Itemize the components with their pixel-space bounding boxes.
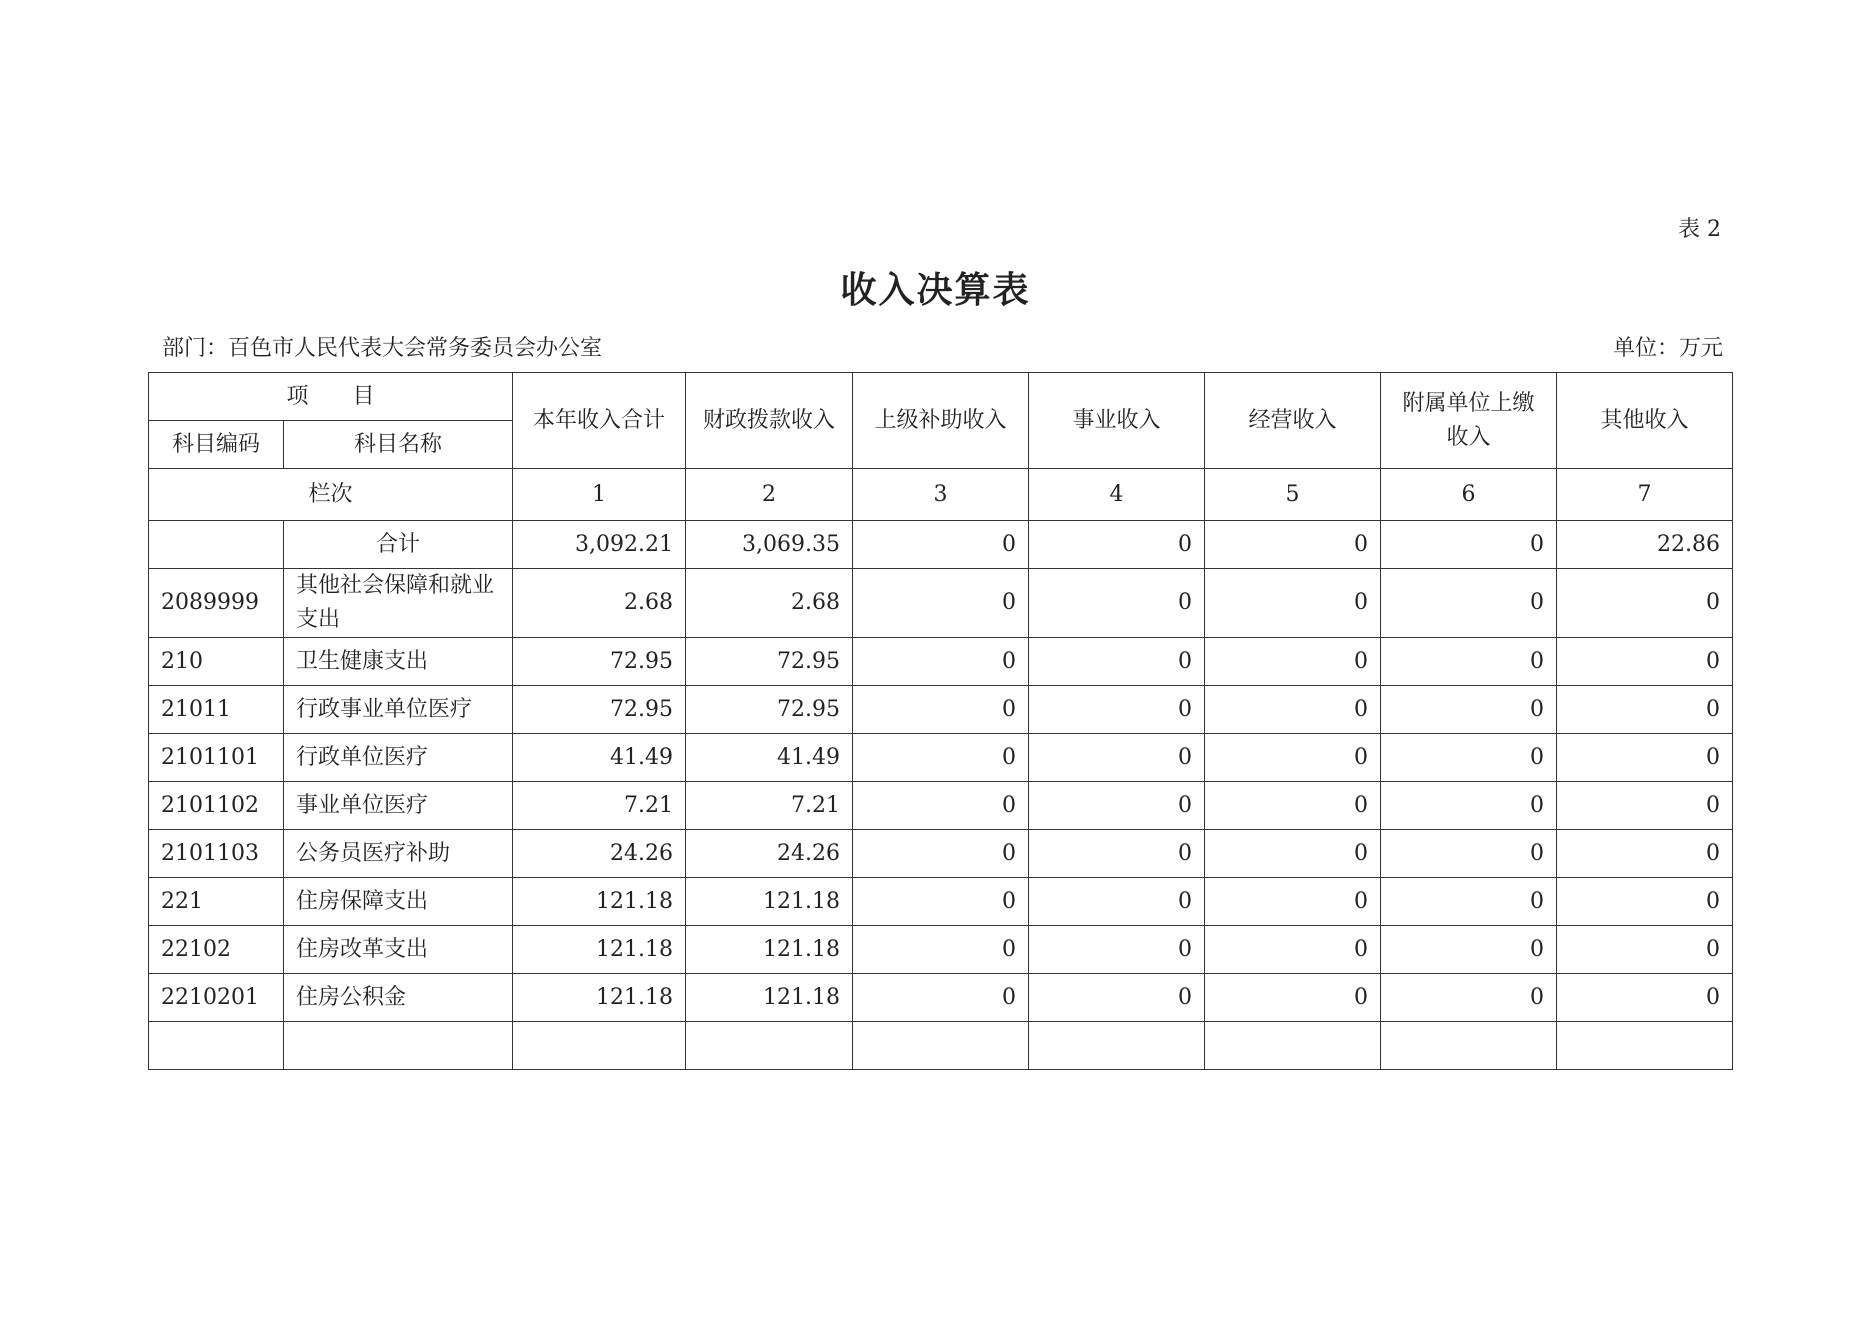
- amount-cell: 0: [853, 686, 1029, 734]
- empty-cell: [853, 1022, 1029, 1070]
- amount-cell: 0: [1029, 878, 1205, 926]
- empty-cell: [1557, 1022, 1733, 1070]
- subject-name: 卫生健康支出: [284, 638, 513, 686]
- subject-code: 221: [149, 878, 284, 926]
- amount-cell: 0: [1029, 782, 1205, 830]
- column-header: 事业收入: [1029, 373, 1205, 469]
- column-header: 其他收入: [1557, 373, 1733, 469]
- amount-cell: 0: [853, 878, 1029, 926]
- page-title: 收入决算表: [840, 270, 1031, 311]
- amount-cell: 0: [1557, 569, 1733, 638]
- amount-cell: 0: [1205, 926, 1381, 974]
- name-header: 科目名称: [284, 421, 513, 469]
- amount-cell: 0: [1029, 974, 1205, 1022]
- amount-cell: 0: [1205, 878, 1381, 926]
- amount-cell: 0: [1557, 926, 1733, 974]
- subject-name: 住房改革支出: [284, 926, 513, 974]
- amount-cell: 0: [853, 926, 1029, 974]
- amount-cell: 121.18: [686, 926, 853, 974]
- subject-name: 住房公积金: [284, 974, 513, 1022]
- column-number: 3: [853, 469, 1029, 521]
- amount-cell: 0: [853, 974, 1029, 1022]
- amount-cell: 0: [853, 782, 1029, 830]
- subject-name: 事业单位医疗: [284, 782, 513, 830]
- amount-cell: 0: [1381, 569, 1557, 638]
- amount-cell: 0: [1029, 830, 1205, 878]
- column-header: 附属单位上缴收入: [1381, 373, 1557, 469]
- amount-cell: 72.95: [686, 638, 853, 686]
- column-number-label: 栏次: [149, 469, 513, 521]
- total-code-cell: [149, 521, 284, 569]
- empty-cell: [149, 1022, 284, 1070]
- department-label: 部门：百色市人民代表大会常务委员会办公室: [162, 336, 603, 361]
- amount-cell: 0: [1381, 830, 1557, 878]
- amount-cell: 0: [1381, 734, 1557, 782]
- amount-cell: 0: [853, 638, 1029, 686]
- total-value: 3,069.35: [686, 521, 853, 569]
- amount-cell: 0: [853, 569, 1029, 638]
- amount-cell: 41.49: [513, 734, 686, 782]
- income-final-accounts-table: [148, 372, 1733, 1070]
- unit-label: 单位：万元: [1612, 336, 1723, 361]
- subject-code: 2101101: [149, 734, 284, 782]
- amount-cell: 0: [1557, 734, 1733, 782]
- amount-cell: 0: [1557, 782, 1733, 830]
- amount-cell: 0: [1381, 782, 1557, 830]
- empty-cell: [284, 1022, 513, 1070]
- amount-cell: 7.21: [686, 782, 853, 830]
- column-header: 经营收入: [1205, 373, 1381, 469]
- empty-row: [149, 1022, 1733, 1070]
- amount-cell: 24.26: [513, 830, 686, 878]
- amount-cell: 72.95: [513, 638, 686, 686]
- amount-cell: 121.18: [513, 878, 686, 926]
- subject-code: 2101103: [149, 830, 284, 878]
- total-value: 0: [1029, 521, 1205, 569]
- amount-cell: 0: [1557, 878, 1733, 926]
- table-row: [149, 974, 1733, 1022]
- empty-cell: [1381, 1022, 1557, 1070]
- amount-cell: 72.95: [686, 686, 853, 734]
- amount-cell: 0: [1205, 974, 1381, 1022]
- column-number: 6: [1381, 469, 1557, 521]
- amount-cell: 0: [1029, 734, 1205, 782]
- subject-code: 210: [149, 638, 284, 686]
- amount-cell: 121.18: [513, 926, 686, 974]
- total-value: 0: [853, 521, 1029, 569]
- amount-cell: 0: [1205, 830, 1381, 878]
- subject-name: 住房保障支出: [284, 878, 513, 926]
- amount-cell: 0: [1557, 638, 1733, 686]
- amount-cell: 0: [1029, 569, 1205, 638]
- column-header: 上级补助收入: [853, 373, 1029, 469]
- total-value: 0: [1381, 521, 1557, 569]
- table-row: [149, 638, 1733, 686]
- empty-cell: [513, 1022, 686, 1070]
- amount-cell: 0: [853, 734, 1029, 782]
- subject-name: 行政单位医疗: [284, 734, 513, 782]
- table-number: 表 2: [1678, 217, 1721, 242]
- amount-cell: 121.18: [686, 974, 853, 1022]
- amount-cell: 0: [1381, 638, 1557, 686]
- amount-cell: 0: [1381, 686, 1557, 734]
- amount-cell: 0: [1205, 686, 1381, 734]
- amount-cell: 72.95: [513, 686, 686, 734]
- subject-code: 2210201: [149, 974, 284, 1022]
- amount-cell: 0: [1029, 638, 1205, 686]
- amount-cell: 0: [1029, 926, 1205, 974]
- amount-cell: 0: [1381, 878, 1557, 926]
- amount-cell: 0: [1205, 569, 1381, 638]
- column-number-row: [149, 469, 1733, 521]
- subject-name: 行政事业单位医疗: [284, 686, 513, 734]
- column-number: 2: [686, 469, 853, 521]
- amount-cell: 7.21: [513, 782, 686, 830]
- column-header: 财政拨款收入: [686, 373, 853, 469]
- total-value: 22.86: [1557, 521, 1733, 569]
- amount-cell: 121.18: [686, 878, 853, 926]
- table-row: [149, 569, 1733, 638]
- amount-cell: 0: [1029, 686, 1205, 734]
- empty-cell: [1029, 1022, 1205, 1070]
- column-number: 4: [1029, 469, 1205, 521]
- amount-cell: 0: [853, 830, 1029, 878]
- amount-cell: 2.68: [513, 569, 686, 638]
- subject-code: 21011: [149, 686, 284, 734]
- column-number: 7: [1557, 469, 1733, 521]
- table-row: [149, 878, 1733, 926]
- header-row-1: [149, 373, 1733, 421]
- amount-cell: 2.68: [686, 569, 853, 638]
- subject-code: 2101102: [149, 782, 284, 830]
- column-header: 本年收入合计: [513, 373, 686, 469]
- amount-cell: 0: [1557, 974, 1733, 1022]
- subject-name: 其他社会保障和就业支出: [284, 569, 513, 638]
- column-number: 5: [1205, 469, 1381, 521]
- code-header: 科目编码: [149, 421, 284, 469]
- amount-cell: 121.18: [513, 974, 686, 1022]
- column-number: 1: [513, 469, 686, 521]
- amount-cell: 0: [1557, 830, 1733, 878]
- amount-cell: 0: [1381, 926, 1557, 974]
- subject-name: 公务员医疗补助: [284, 830, 513, 878]
- item-header: 项 目: [149, 373, 513, 421]
- subject-code: 2089999: [149, 569, 284, 638]
- amount-cell: 0: [1205, 638, 1381, 686]
- table-row: [149, 686, 1733, 734]
- table-row: [149, 782, 1733, 830]
- empty-cell: [686, 1022, 853, 1070]
- amount-cell: 24.26: [686, 830, 853, 878]
- amount-cell: 0: [1557, 686, 1733, 734]
- empty-cell: [1205, 1022, 1381, 1070]
- subject-code: 22102: [149, 926, 284, 974]
- total-label: 合计: [284, 521, 513, 569]
- total-row: [149, 521, 1733, 569]
- amount-cell: 0: [1381, 974, 1557, 1022]
- amount-cell: 0: [1205, 782, 1381, 830]
- total-value: 0: [1205, 521, 1381, 569]
- total-value: 3,092.21: [513, 521, 686, 569]
- amount-cell: 0: [1205, 734, 1381, 782]
- table-row: [149, 734, 1733, 782]
- amount-cell: 41.49: [686, 734, 853, 782]
- table-row: [149, 830, 1733, 878]
- table-row: [149, 926, 1733, 974]
